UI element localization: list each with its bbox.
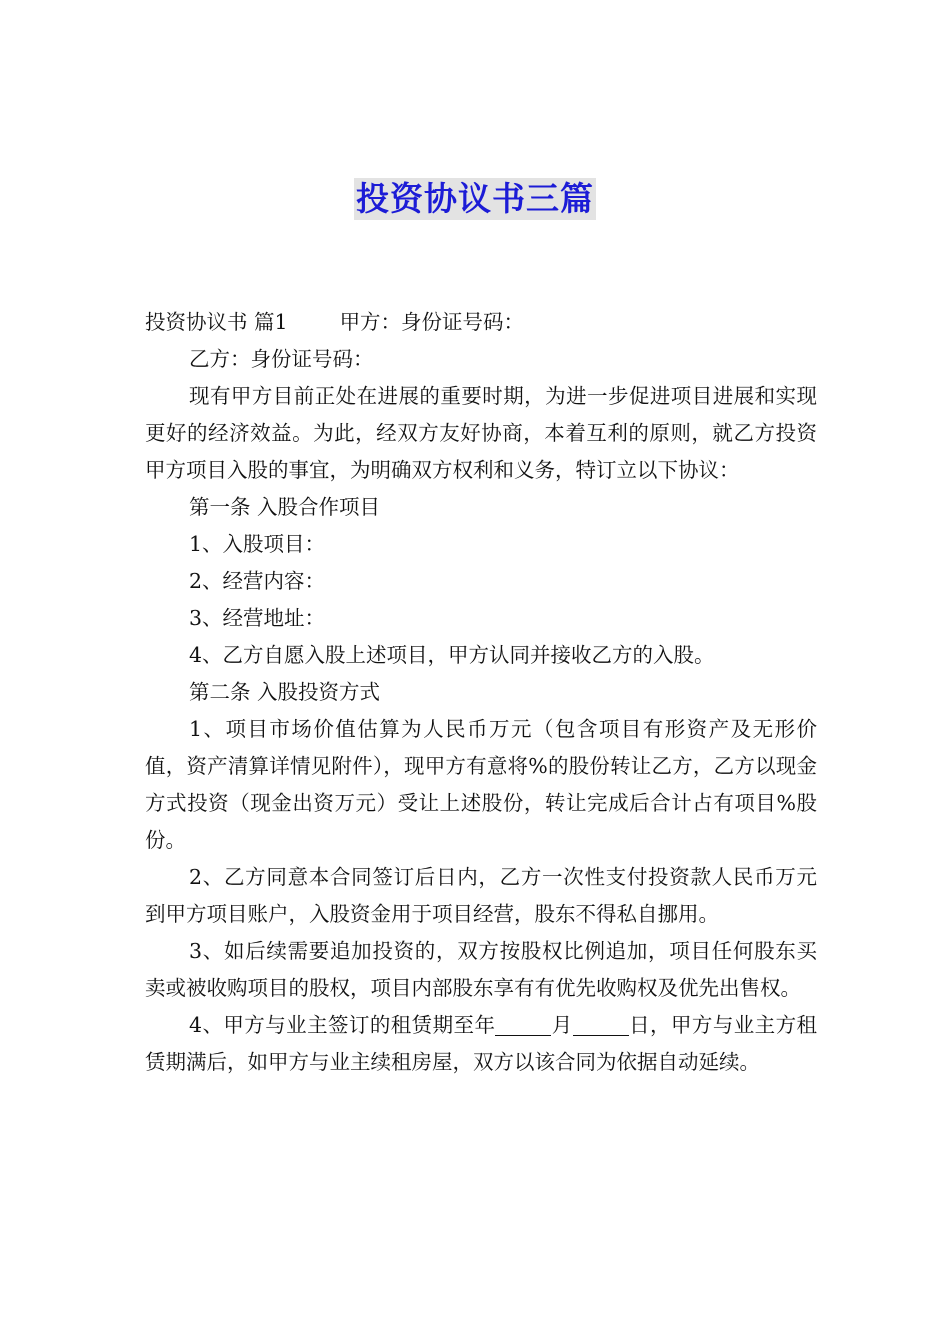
title-container: [0, 178, 950, 220]
document-body: [145, 304, 817, 1081]
article-2-heading: 第二条 入股投资方式: [189, 680, 381, 704]
article-2-item: 2、乙方同意本合同签订后日内，乙方一次性支付投资款人民币万元到甲方项目账户，入股资金用于项目经营，股东不得私自挪用。: [145, 865, 817, 926]
article-1-item: 1、入股项目：: [189, 532, 326, 556]
party-a-line: 甲方：身份证号码：: [339, 310, 525, 334]
intro-paragraph: 现有甲方目前正处在进展的重要时期，为进一步促进项目进展和实现更好的经济效益。为此，经双方友好协商，本着互利的原则，就乙方投资甲方项目入股的事宜，为明确双方权利和义务，特订立以下协议：: [145, 384, 817, 482]
party-b-line: 乙方：身份证号码：: [189, 347, 374, 371]
article-1-item: 3、经营地址：: [189, 606, 326, 630]
document-title: 投资协议书三篇: [356, 179, 594, 218]
first-line: [145, 304, 817, 341]
article-2-item: 1、项目市场价值估算为人民币万元（包含项目有形资产及无形价值，资产清算详情见附件），现甲方有意将%的股份转让乙方，乙方以现金 方式投资（现金出资万元）受让上述股份，转让完成后合计占有项目%股份。: [145, 717, 817, 852]
article-2-item: 3、如后续需要追加投资的，双方按股权比例追加，项目任何股东买卖或被收购项目的股权，项目内部股东享有有优先收购权及优先出售权。: [145, 939, 817, 1000]
blank-line: [573, 1013, 629, 1036]
blank-line: [495, 1013, 551, 1036]
section-label: 投资协议书 篇1: [145, 310, 288, 334]
article-1-item: 2、经营内容：: [189, 569, 326, 593]
article-2-item-4: [145, 1007, 817, 1081]
item-4-part-1: 4、甲方与业主签订的租赁期至年: [189, 1013, 496, 1037]
article-1-heading: 第一条 入股合作项目: [189, 495, 381, 519]
item-4-part-3: 日，甲方与业主方租赁期满后，如甲方与业主续租房屋，双方以该合同为依据自动延续。: [145, 1013, 818, 1074]
article-1-item: 4、乙方自愿入股上述项目，甲方认同并接收乙方的入股。: [189, 643, 715, 667]
item-4-part-2: 月: [551, 1013, 573, 1037]
